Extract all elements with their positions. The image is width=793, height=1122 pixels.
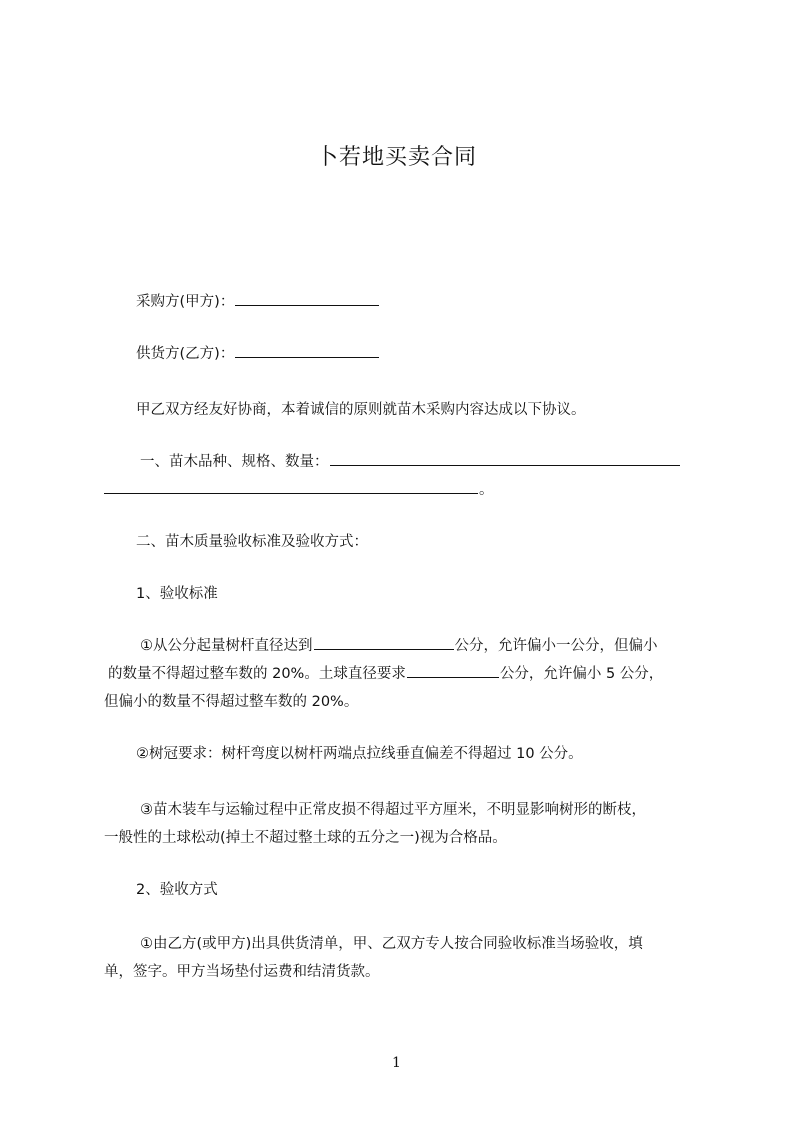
section2-heading <box>104 528 700 556</box>
section1-blank-1 <box>330 450 680 466</box>
document-title: 卜若地买卖合同 <box>315 145 477 170</box>
method1-line1: ①由乙方(或甲方)出具供货清单，甲、乙双方专人按合同验收标准当场验收，填 <box>140 936 643 952</box>
section1-line <box>104 448 700 476</box>
page-number: 1 <box>392 1055 401 1071</box>
section1-end: 。 <box>479 482 494 498</box>
item3-line2: 一般性的土球松动(掉土不超过整土球的五分之一)视为合格品。 <box>104 830 507 846</box>
item1-part2: 公分，允许偏小一公分，但偏小 <box>454 638 658 654</box>
item1-diameter-blank <box>314 634 454 650</box>
sub2-heading <box>104 876 700 904</box>
section1-label: 一、苗木品种、规格、数量： <box>140 454 329 470</box>
method1-line-2 <box>104 958 700 986</box>
item1-soilball-blank <box>407 662 499 678</box>
item3-line-1 <box>104 796 700 824</box>
item1-line2-part1: 的数量不得超过整车数的 20%。土球直径要求 <box>108 666 406 682</box>
supplier-label: 供货方(乙方)： <box>136 346 235 362</box>
item3-line1: ③苗木装车与运输过程中正常皮损不得超过平方厘米，不明显影响树形的断枝， <box>140 802 646 818</box>
sub2-heading-text: 2、验收方式 <box>136 882 218 898</box>
section2-heading-text: 二、苗木质量验收标准及验收方式： <box>136 534 368 550</box>
supplier-blank <box>235 342 379 358</box>
sub1-heading-text: 1、验收标准 <box>136 586 218 602</box>
buyer-label: 采购方(甲方)： <box>136 294 235 310</box>
intro-paragraph <box>104 396 700 424</box>
item1-part1: ①从公分起量树杆直径达到 <box>140 638 313 654</box>
buyer-line <box>104 288 700 316</box>
section1-line-2 <box>104 476 700 504</box>
supplier-line <box>104 340 700 368</box>
item2-line <box>104 740 700 768</box>
sub1-heading <box>104 580 700 608</box>
method1-line-1 <box>104 930 700 958</box>
item1-line-3 <box>104 688 700 716</box>
section1-blank-2 <box>104 478 478 494</box>
item3-line-2 <box>104 824 700 852</box>
method1-line2: 单，签字。甲方当场垫付运费和结清货款。 <box>104 964 380 980</box>
item1-line-2 <box>104 660 700 688</box>
item2-text: ②树冠要求：树杆弯度以树杆两端点拉线垂直偏差不得超过 10 公分。 <box>136 746 583 762</box>
buyer-blank <box>235 290 379 306</box>
item1-line3: 但偏小的数量不得超过整车数的 20%。 <box>104 694 359 710</box>
intro-text: 甲乙双方经友好协商，本着诚信的原则就苗木采购内容达成以下协议。 <box>136 402 586 418</box>
item1-line-1 <box>104 632 700 660</box>
item1-line2-part2: 公分，允许偏小 5 公分， <box>499 666 664 682</box>
